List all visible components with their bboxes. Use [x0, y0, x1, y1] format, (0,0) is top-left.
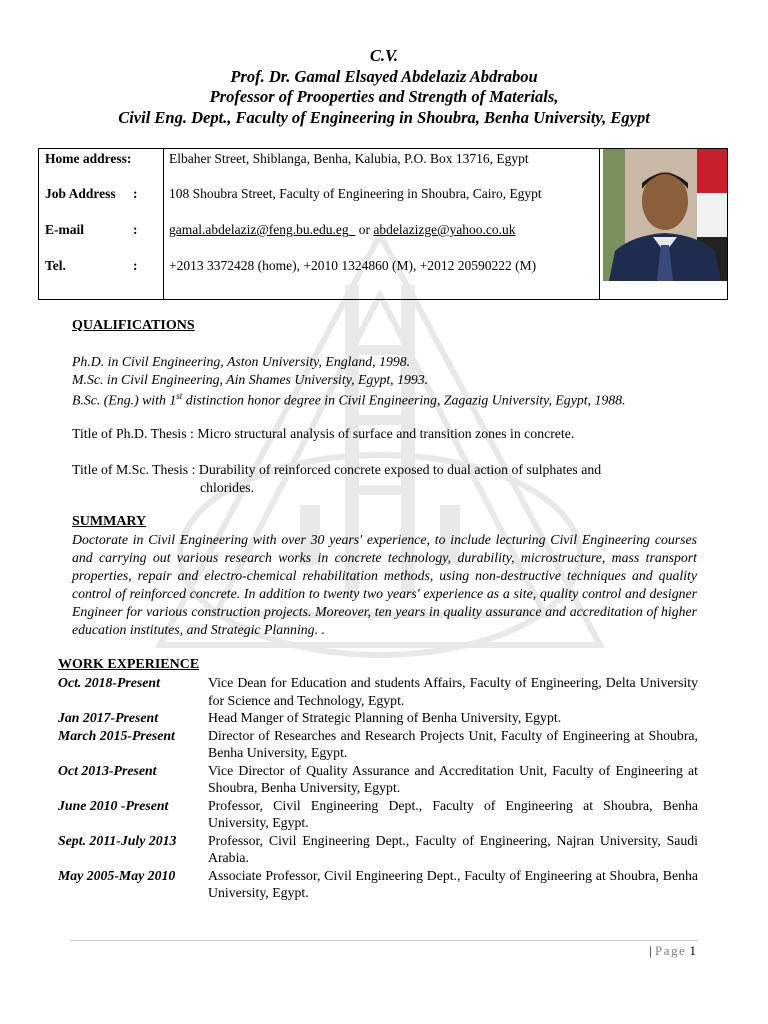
position-title: Professor of Prooperties and Strength of Materials, [209, 87, 559, 106]
work-experience-heading: WORK EXPERIENCE [58, 657, 200, 672]
summary-heading: SUMMARY [72, 514, 147, 529]
summary-text: Doctorate in Civil Engineering with over 30 years' experience, to include lecturing Civil Engineering courses and carrying out various research works in concrete technology, durability, microstructure, mass transport properties, repair and electro-chemical rehabilitation methods, using non-destructive techniques and quality control of reinforced concrete. In addition to twenty two years' experience as a site, quality control and designer Engineer for various construction projects. Moreover, ten years in quality assurance and accreditation of higher education institutes, and Strategic Planning. . [72, 532, 697, 637]
email-link-primary[interactable]: gamal.abdelaziz@feng.bu.edu.eg [169, 222, 349, 237]
phd-thesis: Title of Ph.D. Thesis : Micro structural analysis of surface and transition zones in concrete. [72, 426, 575, 441]
work-date: Oct. 2018-Present [58, 675, 160, 690]
email-label: E-mail : [45, 222, 138, 237]
email-value: gamal.abdelaziz@feng.bu.edu.eg or abdelazizge@yahoo.co.uk [169, 222, 516, 237]
work-description: Associate Professor, Civil Engineering Dept., Faculty of Engineering at Shoubra, Benha University, Egypt. [208, 867, 698, 900]
profile-photo-image [603, 149, 727, 281]
page-number: 1 [689, 943, 696, 958]
work-experience-item [58, 797, 698, 832]
page-word: Page [654, 943, 687, 958]
work-experience-item [58, 727, 698, 762]
person-name: Prof. Dr. Gamal Elsayed Abdelaziz Abdrabou [230, 66, 538, 86]
profile-photo [599, 149, 729, 299]
home-address-label: Home address: [45, 151, 132, 166]
home-address-value: Elbaher Street, Shiblanga, Benha, Kalubia, P.O. Box 13716, Egypt [169, 151, 529, 166]
job-address-value: 108 Shoubra Street, Faculty of Engineering in Shoubra, Cairo, Egypt [169, 186, 542, 201]
qualification-msc: M.Sc. in Civil Engineering, Ain Shames University, Egypt, 1993. [72, 372, 429, 387]
work-date: June 2010 -Present [58, 797, 169, 813]
work-experience-item [58, 867, 698, 902]
work-experience-item [58, 674, 698, 709]
work-description: Vice Dean for Education and students Affairs, Faculty of Engineering, Delta University for Science and Technology, Egypt. [208, 675, 698, 708]
footer-divider [70, 940, 698, 941]
page-footer: | Page 1 [649, 943, 696, 958]
work-date: May 2005-May 2010 [58, 867, 176, 883]
work-experience-item [58, 762, 698, 797]
work-date: Jan 2017-Present [58, 710, 159, 725]
work-description: Professor, Civil Engineering Dept., Faculty of Engineering at Shoubra, Benha University, Egypt. [208, 797, 698, 830]
msc-thesis-continued: chlorides. [200, 480, 255, 495]
work-experience-list [58, 674, 698, 902]
qualification-bsc: B.Sc. (Eng.) with 1st distinction honor degree in Civil Engineering, Zagazig University, Egypt, 1988. [72, 391, 626, 408]
tel-value: +2013 3372428 (home), +2010 1324860 (M), +2012 20590222 (M) [169, 258, 537, 273]
work-experience-item [58, 709, 698, 727]
department-affiliation: Civil Eng. Dept., Faculty of Engineering in Shoubra, Benha University, Egypt [118, 107, 650, 127]
tel-label: Tel. : [45, 258, 138, 273]
work-description: Vice Director of Quality Assurance and Accreditation Unit, Faculty of Engineering at Shoubra, Benha University, Egypt. [208, 762, 698, 795]
cv-title: C.V. [369, 46, 399, 65]
work-date: March 2015-Present [58, 727, 175, 743]
contact-values-column [163, 149, 600, 299]
email-link-secondary[interactable]: abdelazizge@yahoo.co.uk [373, 222, 516, 237]
qualification-phd: Ph.D. in Civil Engineering, Aston University, England, 1998. [72, 354, 411, 369]
work-description: Head Manger of Strategic Planning of Benha University, Egypt. [208, 710, 562, 725]
cv-header [0, 46, 768, 128]
qualifications-heading: QUALIFICATIONS [72, 318, 195, 333]
work-date: Oct 2013-Present [58, 762, 157, 778]
contact-labels-column [39, 149, 164, 299]
contact-table [38, 148, 728, 300]
work-experience-item [58, 832, 698, 867]
msc-thesis: Title of M.Sc. Thesis : Durability of reinforced concrete exposed to dual action of sulphates and [72, 462, 602, 477]
job-address-label: Job Address : [45, 186, 138, 201]
work-description: Director of Researches and Research Projects Unit, Faculty of Engineering at Shoubra, Benha University, Egypt. [208, 727, 698, 760]
work-description: Professor, Civil Engineering Dept., Faculty of Engineering, Najran University, Saudi Arabia. [208, 832, 698, 865]
work-date: Sept. 2011-July 2013 [58, 832, 177, 848]
